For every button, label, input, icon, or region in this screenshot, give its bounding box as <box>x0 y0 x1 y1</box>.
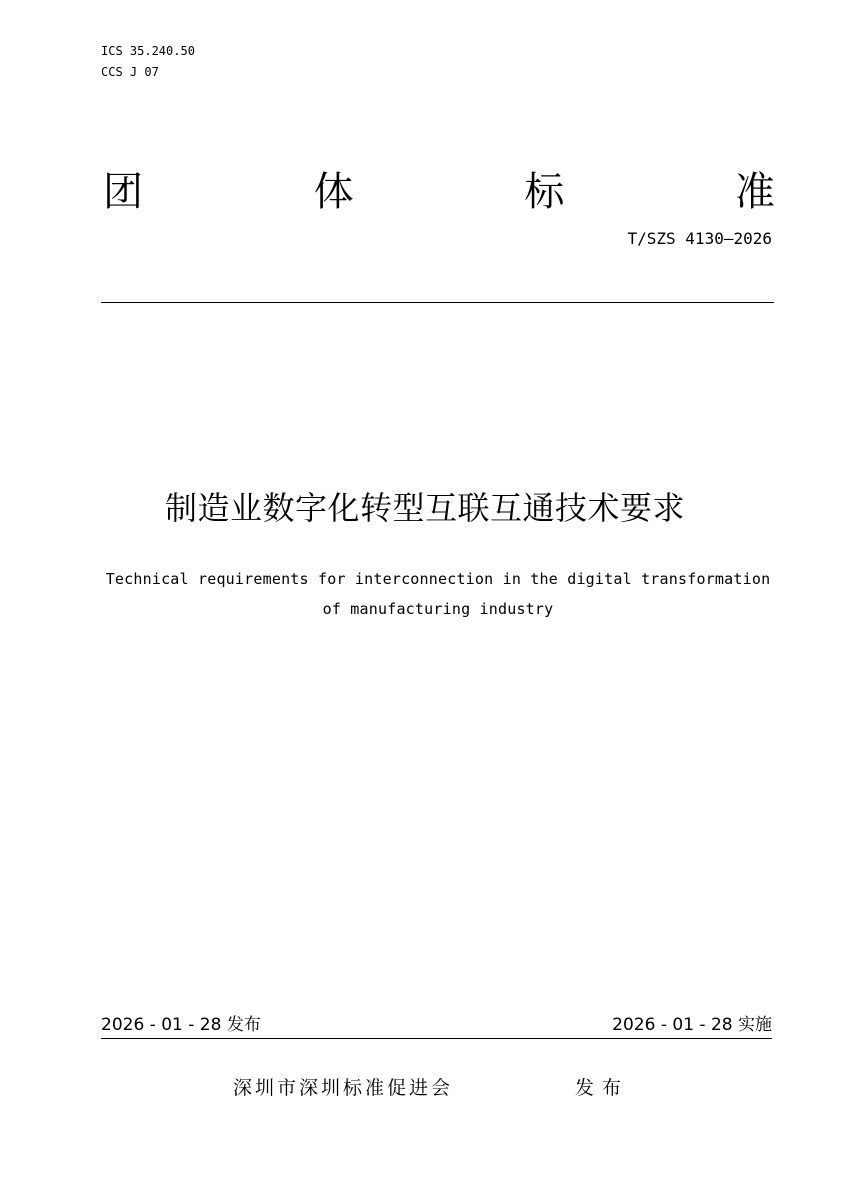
issue-label: 发布 <box>575 1077 630 1099</box>
ics-code: ICS 35.240.50 <box>101 44 195 58</box>
chinese-title: 制造业数字化转型互联互通技术要求 <box>164 489 685 527</box>
english-title-line-2: of manufacturing industry <box>322 600 554 618</box>
standard-type-char-1: 团 <box>103 169 143 215</box>
english-title-line-1: Technical requirements for interconnection in the digital transformation <box>105 570 771 588</box>
top-divider <box>101 302 774 303</box>
standard-type-char-2: 体 <box>313 169 354 215</box>
standard-type-char-3: 标 <box>524 169 565 215</box>
standard-type-char-4: 准 <box>734 169 775 215</box>
standard-type-heading <box>103 166 775 218</box>
implementation-date: 2026 - 01 - 28 实施 <box>612 1015 772 1035</box>
standard-number: T/SZS 4130—2026 <box>627 229 772 248</box>
publication-date: 2026 - 01 - 28 发布 <box>101 1015 261 1035</box>
ccs-code: CCS J 07 <box>101 65 159 79</box>
bottom-divider <box>101 1038 772 1039</box>
publisher-name: 深圳市深圳标准促进会 <box>233 1077 454 1099</box>
